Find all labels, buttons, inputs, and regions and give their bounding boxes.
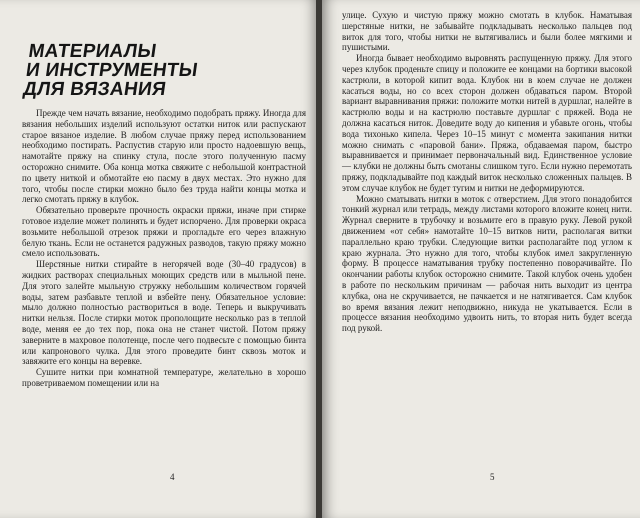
left-page-body	[22, 108, 306, 389]
paragraph: Можно сматывать нитки в моток с отверстием. Для этого понадобится тонкий журнал или тетрадь, между листами которого вложите конец нити. Журнал сверните в трубочку и возьмите его в правую руку. Левой рукой движением «от себя» намотайте 10–15 витков нити, располагая витки параллельно краю трубки. Следующие витки располагайте под углом к краю журнала. Это нужно для того, чтобы клубок имел закругленную форму. В процессе наматывания трубку постепенно поворачивайте. По окончании работы клубок осторожно снимите. Такой клубок очень удобен в работе по нескольким причинам — рабочая нить выходит из центра клубка, она не скручивается, не пачкается и не натягивается. Сам клубок во время вязания лежит неподвижно, никуда не укатывается. Если в процессе вязания необходимо удвоить нить, то вторая нить будет всегда под рукой.	[342, 193, 632, 334]
right-page	[322, 0, 640, 518]
chapter-title	[22, 42, 260, 99]
right-page-body	[342, 10, 632, 334]
chapter-title-line-2: И ИНСТРУМЕНТЫ	[24, 60, 200, 81]
chapter-title-line-3: ДЛЯ ВЯЗАНИЯ	[21, 79, 168, 100]
page-number-left: 4	[170, 472, 175, 482]
paragraph: Шерстяные нитки стирайте в негорячей воде (30–40 градусов) в жидких растворах специальных моющих средств или в мыльной пене. Для этого залейте мыльную стружку небольшим количеством горячей воды, затем разбавьте теплой и взбейте пену. Обязательное условие: мыло должно полностью раствориться в воде. Теперь и выкручивать нитки нельзя. После стирки моток прополощите несколько раз в теплой воде, меняя ее до тех пор, пока она не станет чистой. Потом пряжу заверните в махровое полотенце, после чего подвесьте с помощью бинта или капронового чулка. Для этого проведите бинт сквозь моток и завяжите его концы на веревке.	[22, 259, 306, 367]
paragraph: Иногда бывает необходимо выровнять распущенную пряжу. Для этого через клубок проденьте спицу и положите ее концами на бортики высокой кастрюли, в которой кипит вода. Клубок ни в коем случае не должен касаться воды, но со всех сторон должен обдаваться паром. Второй вариант выравнивания пряжи: положите мотки нитей в дуршлаг, налейте в кастрюлю воды и на кастрюлю поставьте дуршлаг с пряжей. Вода не должна касаться ниток. Доведите воду до кипения и убавьте огонь, чтобы вода тихонько кипела. Через 10–15 минут с момента закипания нитки можно снимать с «паровой бани». Пряжа, обдаваемая паром, быстро выравнивается и принимает первоначальный вид. Единственное условие — клубки не должны быть смотаны слишком туго. Если нужно перемотать пряжу, подкладывайте под каждый виток несколько сложенных пальцев. В этом случае клубок не будет тугим и нитки не деформируются.	[342, 53, 632, 193]
chapter-title-line-1: МАТЕРИАЛЫ	[27, 41, 158, 62]
paragraph: улице. Сухую и чистую пряжу можно смотать в клубок. Наматывая шерстяные нитки, не забывайте подкладывать несколько пальцев под виток для того, чтобы нитки не вытягивались и были более мягкими и пушистыми.	[342, 10, 632, 53]
paragraph: Обязательно проверьте прочность окраски пряжи, иначе при стирке готовое изделие может полинять и будет испорчено. Для проверки окраса возьмите небольшой отрезок пряжи и прогладьте его через влажную белую ткань. Если не останется радужных разводов, такую пряжу можно смело использовать.	[22, 205, 306, 259]
left-page	[0, 0, 318, 518]
paragraph: Прежде чем начать вязание, необходимо подобрать пряжу. Иногда для вязания небольших изделий используют остатки ниток или распускают старое вязаное изделие. В любом случае пряжу перед использованием необходимо постирать. Распустив старую или просто надоевшую вещь, намотайте пряжу на спинку стула, после этого полученную пасму осторожно снимите. Оба конца мотка свяжите с небольшой контрастной по цвету ниткой и обмотайте ею пасму в двух местах. Это нужно для того, чтобы после стирки можно было без труда найти концы мотка и легко смотать пряжу в клубок.	[22, 108, 306, 205]
page-number-right: 5	[490, 472, 495, 482]
paragraph: Сушите нитки при комнатной температуре, желательно в хорошо проветриваемом помещении или на	[22, 367, 306, 388]
